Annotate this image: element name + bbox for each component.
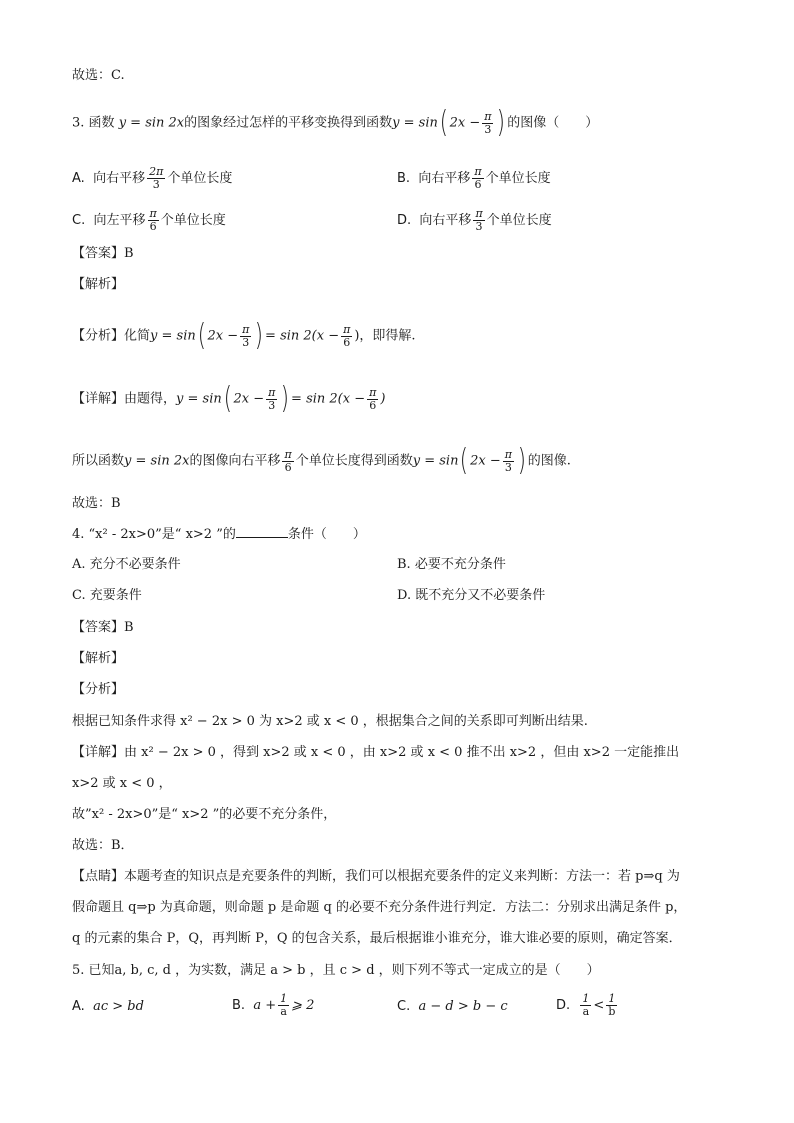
q4-option-a: A. 充分不必要条件 [72, 557, 181, 572]
q4-dianjing-line2: 假命题且 q⇒p 为真命题，则命题 p 是命题 q 的必要不充分条件进行判定．方法二：分别求出满足条件 p， [72, 900, 687, 915]
q5-option-b: B. a + $\frac{1}{a}$ ⩾ 2 [232, 992, 315, 1018]
q5-stem: 5. 已知a, b, c, d ，为实数，满足 a > b ，且 c > d ，则下列不等式一定成立的是（ ） [72, 963, 600, 978]
q3-option-c: C. 向左平移 $\frac{\pi}{6}$ 个单位长度 [72, 207, 226, 233]
q3-answer: 【答案】B [72, 246, 134, 261]
q4-dianjing-line1: 【点睛】本题考查的知识点是充要条件的判断，我们可以根据充要条件的定义来判断：方法一：若 p⇒q 为 [72, 869, 680, 884]
fraction-pi-6: $\frac{\pi}{6}$ [149, 207, 157, 233]
q3-fenxi: 【分析】化简y = sin( 2x − $\frac{\pi}{3}$ ) = sin 2(x − $\frac{\pi}{6}$ )，即得解. [72, 318, 416, 353]
q5-option-a: A. ac > bd [72, 999, 144, 1014]
q4-fenxi-tag: 【分析】 [72, 682, 125, 697]
q4-dianjing-line3: q 的元素的集合 P，Q，再判断 P，Q 的包含关系，最后根据谁小谁充分，谁大谁必要的原则，确定答案． [72, 931, 682, 946]
fraction-pi-3: $\frac{\pi}{3}$ [484, 109, 492, 136]
right-paren: ) [497, 105, 506, 140]
q3-func1: y = sin 2x [118, 115, 185, 131]
q4-fenxi-text: 根据已知条件求得 x² − 2x > 0 为 x>2 或 x < 0 ，根据集合之间的关系即可判断出结果. [72, 714, 588, 729]
q4-xiangjie-line2: x>2 或 x < 0 ， [72, 776, 172, 791]
q5-option-d: D. $\frac{1}{a}$ < $\frac{1}{b}$ [556, 992, 616, 1018]
q3-option-b: B. 向右平移 $\frac{\pi}{6}$ 个单位长度 [397, 165, 551, 191]
q3-option-d: D. 向右平移 $\frac{\pi}{3}$ 个单位长度 [397, 207, 552, 233]
q5-option-c: C. a − d > b − c [397, 999, 508, 1014]
q4-stem: 4. “x² - 2x>0”是“ x>2 ”的 条件（ ） [72, 524, 366, 544]
q3-text: 函数 [88, 115, 115, 131]
fraction-2pi-3: $\frac{2\pi}{3}$ [149, 165, 164, 191]
q4-line3: 故”x² - 2x>0”是“ x>2 ”的必要不充分条件， [72, 807, 337, 822]
q3-func2-inner: 2x − [449, 115, 481, 131]
q3-text: 的图象经过怎样的平移变换得到函数 [184, 115, 393, 131]
q3-number: 3. [72, 115, 85, 131]
q3-conclusion: 故选：B [72, 496, 121, 511]
q4-option-b: B. 必要不充分条件 [397, 557, 506, 572]
prev-conclusion: 故选：C. [72, 68, 125, 83]
q3-stem [72, 105, 599, 140]
q3-analysis-tag: 【解析】 [72, 277, 125, 292]
q4-option-c: C. 充要条件 [72, 588, 142, 603]
q3-so: 所以函数y = sin 2x的图像向右平移 $\frac{\pi}{6}$ 个单位长度得到函数y = sin( 2x − $\frac{\pi}{3}$ ) 的图像. [72, 443, 571, 478]
fraction-pi-3: $\frac{\pi}{3}$ [475, 207, 483, 233]
fraction-pi-6: $\frac{\pi}{6}$ [474, 165, 482, 191]
q4-analysis-tag: 【解析】 [72, 651, 125, 666]
q4-answer: 【答案】B [72, 620, 134, 635]
left-paren: ( [439, 105, 448, 140]
answer-blank [236, 524, 288, 538]
q3-func2: y = sin [392, 115, 438, 131]
q3-text: 的图像（ ） [507, 115, 599, 131]
q4-option-d: D. 既不充分又不必要条件 [397, 588, 546, 603]
q4-conclusion: 故选：B． [72, 838, 134, 853]
q4-xiangjie-line1: 【详解】由 x² − 2x > 0 ，得到 x>2 或 x < 0 ，由 x>2 或 x < 0 推不出 x>2 ，但由 x>2 一定能推出 [72, 745, 680, 760]
q3-option-a: A. 向右平移 $\frac{2\pi}{3}$ 个单位长度 [72, 165, 233, 191]
q3-xiangjie: 【详解】由题得，y = sin( 2x − $\frac{\pi}{3}$ ) = sin 2(x − $\frac{\pi}{6}$ ) [72, 381, 386, 416]
